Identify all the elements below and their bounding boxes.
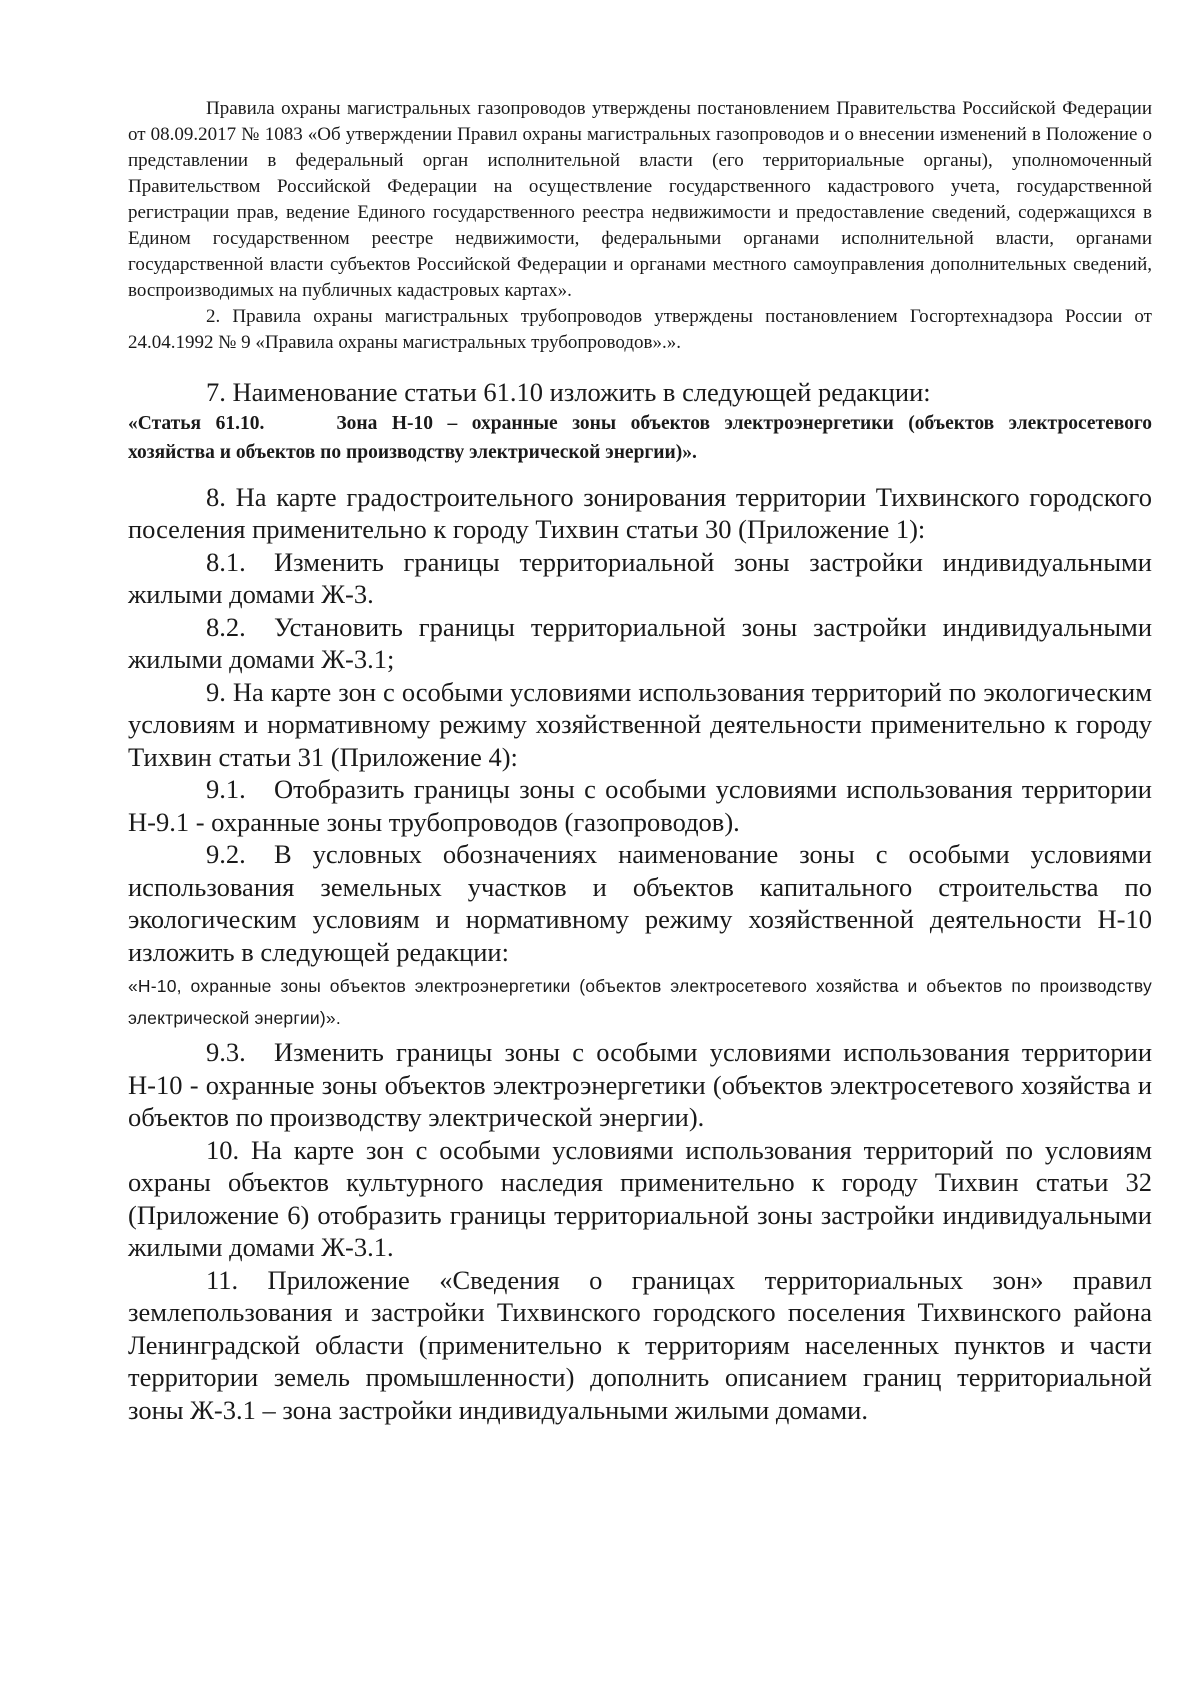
item-9-1-text: Отобразить границы зоны с особыми условиями использования территории Н-9.1 - охранные зоны трубопроводов (газопроводов). xyxy=(128,774,1152,837)
item-8-1-number: 8.1. xyxy=(206,546,246,577)
spacer xyxy=(128,356,1152,376)
item-8: 8. На карте градостроительного зонирования территории Тихвинского городского поселения применительно к городу Тихвин статьи 30 (Приложение 1): xyxy=(128,481,1152,544)
item-10: 10. На карте зон с особыми условиями использования территорий по условиям охраны объектов культурного наследия применительно к городу Тихвин статьи 32 (Приложение 6) отобразить границы территориальной зоны застройки индивидуальными жилыми домами Ж-3.1. xyxy=(128,1134,1152,1262)
item-8-2 xyxy=(128,611,1152,676)
item-7: 7. Наименование статьи 61.10 изложить в следующей редакции: xyxy=(206,377,931,407)
article-heading-number: «Статья 61.10. xyxy=(128,412,265,434)
footnote-trunk-pipelines: 2. Правила охраны магистральных трубопроводов утверждены постановлением Госгортехнадзора России от 24.04.1992 № 9 «Правила охраны магистральных трубопроводов».». xyxy=(128,306,1152,353)
item-8-1-text: Изменить границы территориальной зоны застройки индивидуальными жилыми домами Ж-3. xyxy=(128,546,1152,609)
item-8-2-text: Установить границы территориальной зоны застройки индивидуальными жилыми домами Ж-3.1; xyxy=(128,611,1152,674)
article-heading xyxy=(128,409,1152,467)
item-9-2 xyxy=(128,838,1152,968)
item-9: 9. На карте зон с особыми условиями использования территорий по экологическим условиям и нормативному режиму хозяйственной деятельности применительно к городу Тихвин статьи 31 (Приложение 4): xyxy=(128,676,1152,772)
item-8-1 xyxy=(128,546,1152,611)
item-9-2-text: В условных обозначениях наименование зоны с особыми условиями использования земельных участков и объектов капитального строительства по экологическим условиям и нормативному режиму хозяйственной деятельности Н-10 изложить в следующей редакции: xyxy=(128,839,1152,967)
item-9-3-text: Изменить границы зоны с особыми условиями использования территории Н-10 - охранные зоны объектов электроэнергетики (объектов электросетевого хозяйства и объектов по производству электрической энергии). xyxy=(128,1037,1152,1132)
item-9-3 xyxy=(128,1036,1152,1134)
zone-n10-quote: «Н-10, охранные зоны объектов электроэнергетики (объектов электросетевого хозяйства и объектов по производству электрической энергии)». xyxy=(128,976,1152,1028)
item-11: 11. Приложение «Сведения о границах территориальных зон» правил землепользования и застройки Тихвинского городского поселения Тихвинского района Ленинградской области (применительно к территориям населенных пунктов и части территории земель промышленности) дополнить описанием границ территориальной зоны Ж-3.1 – зона застройки индивидуальными жилыми домами. xyxy=(128,1264,1152,1425)
item-9-1-number: 9.1. xyxy=(206,774,246,804)
item-8-2-number: 8.2. xyxy=(206,611,246,642)
item-9-2-number: 9.2. xyxy=(206,839,246,869)
item-9-1 xyxy=(128,773,1152,838)
footnote-gas-pipelines: Правила охраны магистральных газопроводов утверждены постановлением Правительства Российской Федерации от 08.09.2017 № 1083 «Об утверждении Правил охраны магистральных газопроводов и о внесении изменений в Положение о представлении в федеральный орган исполнительной власти (его территориальные органы), уполномоченный Правительством Российской Федерации на осуществление государственного кадастрового учета, государственной регистрации прав, ведение Единого государственного реестра недвижимости и предоставление сведений, содержащихся в Едином государственном реестре недвижимости, федеральными органами исполнительной власти, органами государственной власти субъектов Российской Федерации и органами местного самоуправления дополнительных сведений, воспроизводимых на публичных кадастровых картах». xyxy=(128,98,1152,301)
article-heading-title: Зона Н-10 – охранные зоны объектов электроэнергетики (объектов электросетевого хозяйства и объектов по производству электрической энергии)». xyxy=(128,412,1152,463)
item-9-3-number: 9.3. xyxy=(206,1037,246,1067)
